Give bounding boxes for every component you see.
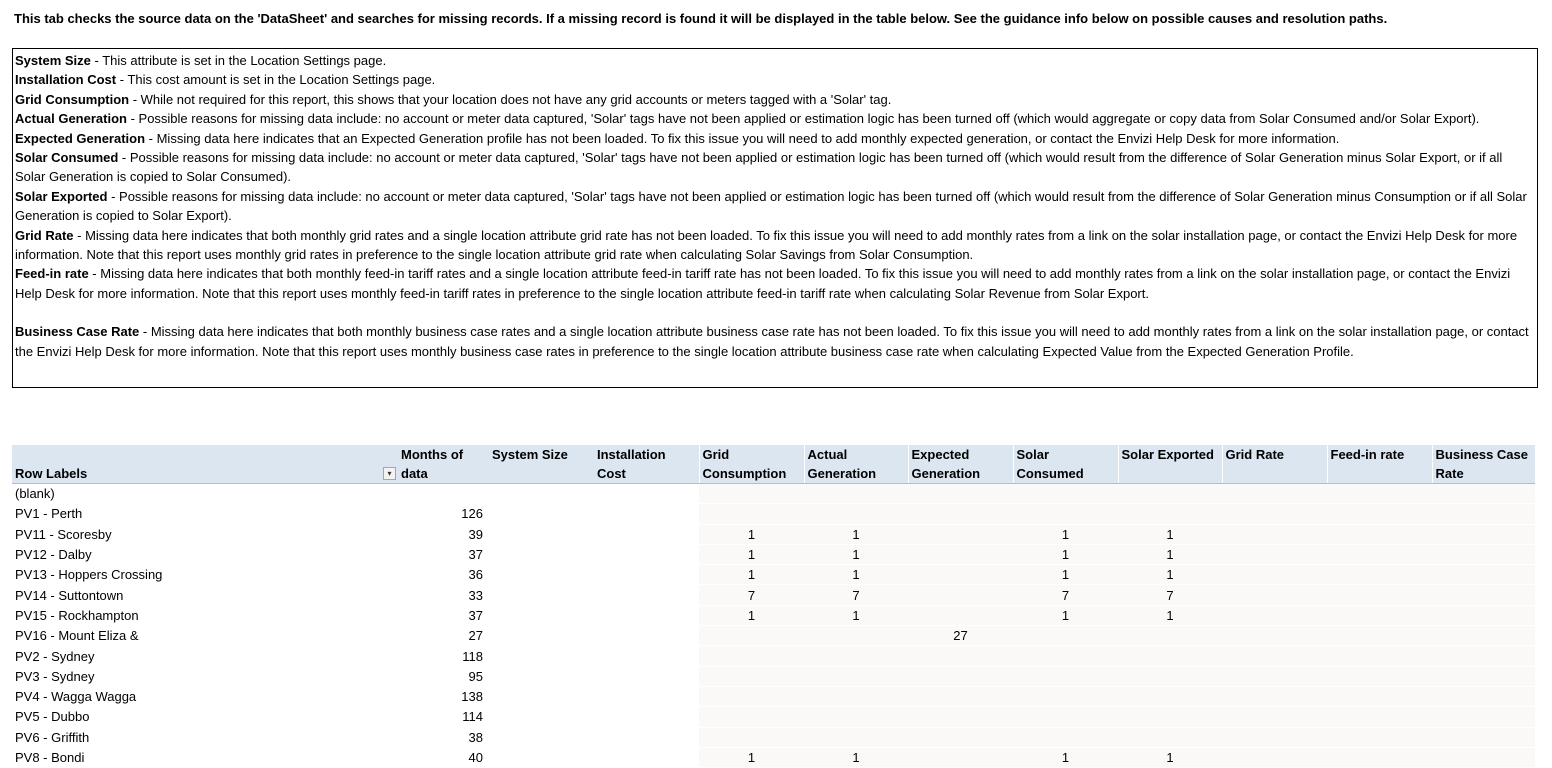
expected-generation-cell (908, 747, 1013, 767)
row-label: PV15 - Rockhampton (12, 605, 398, 625)
guidance-box (12, 48, 1538, 388)
expected-generation-cell (908, 585, 1013, 605)
feed-in-rate-cell (1327, 585, 1432, 605)
pivot-header-row (12, 445, 1535, 484)
table-row (12, 605, 1535, 625)
table-row (12, 686, 1535, 706)
grid-rate-cell (1222, 524, 1327, 544)
guidance-term: Expected Generation (15, 130, 146, 146)
business-case-rate-cell (1432, 504, 1535, 524)
expected-generation-cell (908, 484, 1013, 504)
solar-consumed-cell (1013, 484, 1118, 504)
grid-consumption-cell: 1 (699, 747, 804, 767)
solar-exported-cell (1118, 484, 1222, 504)
business-case-rate-cell (1432, 707, 1535, 727)
expected-generation-cell (908, 504, 1013, 524)
header-months: Months of data (398, 445, 489, 484)
months-cell: 118 (398, 646, 489, 666)
row-label: PV16 - Mount Eliza & (12, 626, 398, 646)
row-label: PV5 - Dubbo (12, 707, 398, 727)
row-label: PV3 - Sydney (12, 666, 398, 686)
months-cell: 36 (398, 565, 489, 585)
row-label: (blank) (12, 484, 398, 504)
header-system-size: System Size (489, 445, 594, 484)
installation-cost-cell (594, 646, 699, 666)
table-row (12, 565, 1535, 585)
grid-rate-cell (1222, 565, 1327, 585)
grid-rate-cell (1222, 727, 1327, 747)
table-row (12, 707, 1535, 727)
guidance-term: Solar Consumed (15, 150, 119, 166)
solar-consumed-cell: 1 (1013, 524, 1118, 544)
grid-rate-cell (1222, 747, 1327, 767)
guidance-term: System Size (15, 53, 91, 68)
table-row (12, 666, 1535, 686)
feed-in-rate-cell (1327, 686, 1432, 706)
header-solar-exported: Solar Exported (1118, 445, 1222, 484)
guidance-text: - Missing data here indicates that both monthly business case rates and a single location attribute business case rate has not been loaded. To fix this issue you will need to add monthly rates from a link on the solar installation page, or contact the Envizi Help Desk for more information. Note that this report uses monthly business case rates in preference to the single location attribute business case rate when calculating Expected Value from the Expected Generation Profile. (15, 324, 1529, 359)
months-cell: 38 (398, 727, 489, 747)
guidance-item (15, 187, 1535, 226)
system-size-cell (489, 646, 594, 666)
guidance-text: - Missing data here indicates that an Expected Generation profile has not been loaded. To fix this issue you will need to add monthly expected generation, or contact the Envizi Help Desk for more information. (145, 130, 1340, 146)
feed-in-rate-cell (1327, 666, 1432, 686)
solar-consumed-cell (1013, 504, 1118, 524)
row-label: PV6 - Griffith (12, 727, 398, 747)
installation-cost-cell (594, 565, 699, 585)
table-row (12, 504, 1535, 524)
solar-exported-cell (1118, 727, 1222, 747)
grid-consumption-cell (699, 504, 804, 524)
grid-consumption-cell: 1 (699, 524, 804, 544)
header-grid-rate: Grid Rate (1222, 445, 1327, 484)
actual-generation-cell (804, 727, 908, 747)
row-label: PV12 - Dalby (12, 544, 398, 564)
feed-in-rate-cell (1327, 484, 1432, 504)
guidance-term: Solar Exported (15, 188, 108, 204)
header-feed-in-rate: Feed-in rate (1327, 445, 1432, 484)
solar-consumed-cell: 1 (1013, 605, 1118, 625)
solar-consumed-cell (1013, 686, 1118, 706)
months-cell: 95 (398, 666, 489, 686)
guidance-item (15, 51, 1535, 70)
guidance-item (15, 129, 1535, 148)
guidance-term: Actual Generation (15, 111, 127, 127)
grid-rate-cell (1222, 646, 1327, 666)
expected-generation-cell: 27 (908, 626, 1013, 646)
months-cell: 37 (398, 544, 489, 564)
system-size-cell (489, 585, 594, 605)
table-row (12, 585, 1535, 605)
actual-generation-cell: 7 (804, 585, 908, 605)
months-cell: 39 (398, 524, 489, 544)
row-label: PV2 - Sydney (12, 646, 398, 666)
guidance-item (15, 109, 1535, 128)
actual-generation-cell: 1 (804, 565, 908, 585)
feed-in-rate-cell (1327, 544, 1432, 564)
installation-cost-cell (594, 626, 699, 646)
guidance-text: - Possible reasons for missing data include: no account or meter data captured, 'Solar' tags have not been applied or estimation logic has been turned off (which would result from the difference of Solar Generation minus Consumption or if all Solar Generation is copied to Solar Export). (15, 188, 1527, 224)
feed-in-rate-cell (1327, 727, 1432, 747)
guidance-text: - This attribute is set in the Location Settings page. (90, 53, 387, 68)
guidance-text: - Possible reasons for missing data include: no account or meter data captured, 'Solar' tags have not been applied or estimation logic has been turned off (which would result from the difference of Solar Generation minus Solar Export, or if all Solar Generation is copied to Solar Consumed). (15, 150, 1503, 185)
system-size-cell (489, 626, 594, 646)
guidance-text: - Missing data here indicates that both monthly feed-in tariff rates and a single location attribute feed-in tariff rate has not been loaded. To fix this issue you will need to add monthly rates from a link on the solar installation page, or contact the Envizi Help Desk for more information. Note that this report uses monthly feed-in tariff rates in preference to the single location attribute feed-in tariff rate when calculating Solar Revenue from Solar Export. (15, 266, 1511, 301)
grid-rate-cell (1222, 504, 1327, 524)
expected-generation-cell (908, 524, 1013, 544)
months-cell: 114 (398, 707, 489, 727)
row-label: PV8 - Bondi (12, 747, 398, 767)
solar-consumed-cell (1013, 727, 1118, 747)
feed-in-rate-cell (1327, 747, 1432, 767)
system-size-cell (489, 666, 594, 686)
solar-consumed-cell (1013, 666, 1118, 686)
actual-generation-cell: 1 (804, 747, 908, 767)
installation-cost-cell (594, 484, 699, 504)
row-label: PV14 - Suttontown (12, 585, 398, 605)
solar-consumed-cell (1013, 707, 1118, 727)
solar-consumed-cell (1013, 626, 1118, 646)
installation-cost-cell (594, 524, 699, 544)
system-size-cell (489, 707, 594, 727)
header-business-case-rate: Business Case Rate (1432, 445, 1535, 484)
solar-exported-cell (1118, 707, 1222, 727)
installation-cost-cell (594, 605, 699, 625)
months-cell (398, 484, 489, 504)
grid-consumption-cell: 1 (699, 565, 804, 585)
guidance-term: Grid Rate (15, 227, 74, 243)
system-size-cell (489, 544, 594, 564)
grid-consumption-cell (699, 484, 804, 504)
guidance-term: Installation Cost (15, 72, 117, 88)
solar-exported-cell (1118, 504, 1222, 524)
solar-exported-cell (1118, 626, 1222, 646)
solar-exported-cell: 1 (1118, 544, 1222, 564)
installation-cost-cell (594, 585, 699, 605)
expected-generation-cell (908, 646, 1013, 666)
expected-generation-cell (908, 727, 1013, 747)
actual-generation-cell: 1 (804, 544, 908, 564)
grid-rate-cell (1222, 686, 1327, 706)
grid-consumption-cell: 7 (699, 585, 804, 605)
actual-generation-cell (804, 646, 908, 666)
grid-consumption-cell (699, 686, 804, 706)
table-row (12, 544, 1535, 564)
solar-consumed-cell: 1 (1013, 544, 1118, 564)
expected-generation-cell (908, 707, 1013, 727)
solar-consumed-cell: 1 (1013, 565, 1118, 585)
expected-generation-cell (908, 544, 1013, 564)
filter-dropdown-icon[interactable]: ▾ (383, 467, 396, 480)
guidance-text: - Missing data here indicates that both monthly grid rates and a single location attribute grid rate has not been loaded. To fix this issue you will need to add monthly rates from a link on the solar installation page, or contact the Envizi Help Desk for more information. Note that this report uses monthly grid rates in preference to the single location attribute grid rate when calculating Solar Savings from Solar Consumption. (15, 227, 1518, 263)
expected-generation-cell (908, 686, 1013, 706)
system-size-cell (489, 727, 594, 747)
row-label: PV11 - Scoresby (12, 524, 398, 544)
months-cell: 40 (398, 747, 489, 767)
row-label: PV4 - Wagga Wagga (12, 686, 398, 706)
intro-text: This tab checks the source data on the 'DataSheet' and searches for missing records. If a missing record is found it will be displayed in the table below. See the guidance info below on possible causes and resolution paths. (14, 11, 1388, 26)
grid-consumption-cell (699, 707, 804, 727)
feed-in-rate-cell (1327, 626, 1432, 646)
header-grid-consumption: Grid Consumption (699, 445, 804, 484)
business-case-rate-cell (1432, 544, 1535, 564)
business-case-rate-cell (1432, 605, 1535, 625)
months-cell: 126 (398, 504, 489, 524)
feed-in-rate-cell (1327, 707, 1432, 727)
system-size-cell (489, 747, 594, 767)
system-size-cell (489, 565, 594, 585)
header-row-labels: Row Labels ▾ (12, 445, 398, 484)
installation-cost-cell (594, 504, 699, 524)
business-case-rate-cell (1432, 585, 1535, 605)
grid-rate-cell (1222, 707, 1327, 727)
table-row (12, 626, 1535, 646)
business-case-rate-cell (1432, 646, 1535, 666)
solar-exported-cell (1118, 686, 1222, 706)
actual-generation-cell: 1 (804, 524, 908, 544)
grid-consumption-cell: 1 (699, 544, 804, 564)
feed-in-rate-cell (1327, 605, 1432, 625)
grid-consumption-cell (699, 646, 804, 666)
pivot-table (12, 445, 1535, 768)
feed-in-rate-cell (1327, 565, 1432, 585)
business-case-rate-cell (1432, 484, 1535, 504)
solar-exported-cell: 1 (1118, 565, 1222, 585)
actual-generation-cell (804, 707, 908, 727)
grid-consumption-cell (699, 666, 804, 686)
solar-consumed-cell: 7 (1013, 585, 1118, 605)
guidance-item (15, 70, 1535, 89)
months-cell: 37 (398, 605, 489, 625)
grid-consumption-cell: 1 (699, 605, 804, 625)
table-row (12, 727, 1535, 747)
guidance-item (15, 322, 1535, 361)
business-case-rate-cell (1432, 747, 1535, 767)
solar-exported-cell (1118, 646, 1222, 666)
guidance-item (15, 226, 1535, 265)
solar-exported-cell: 7 (1118, 585, 1222, 605)
solar-exported-cell (1118, 666, 1222, 686)
actual-generation-cell (804, 484, 908, 504)
grid-rate-cell (1222, 544, 1327, 564)
actual-generation-cell (804, 504, 908, 524)
installation-cost-cell (594, 686, 699, 706)
installation-cost-cell (594, 544, 699, 564)
business-case-rate-cell (1432, 666, 1535, 686)
table-row (12, 747, 1535, 767)
guidance-text: - While not required for this report, this shows that your location does not have any grid accounts or meters tagged with a 'Solar' tag. (129, 91, 892, 107)
row-label: PV1 - Perth (12, 504, 398, 524)
expected-generation-cell (908, 666, 1013, 686)
business-case-rate-cell (1432, 524, 1535, 544)
grid-rate-cell (1222, 666, 1327, 686)
grid-rate-cell (1222, 585, 1327, 605)
guidance-term: Grid Consumption (15, 91, 130, 107)
system-size-cell (489, 484, 594, 504)
table-row (12, 524, 1535, 544)
solar-exported-cell: 1 (1118, 605, 1222, 625)
guidance-text: - Possible reasons for missing data include: no account or meter data captured, 'Solar' tags have not been applied or estimation logic has been turned off (which would aggregate or copy data from Solar Consumed and/or Solar Export). (126, 111, 1480, 127)
months-cell: 138 (398, 686, 489, 706)
expected-generation-cell (908, 605, 1013, 625)
guidance-item (15, 148, 1535, 187)
solar-exported-cell: 1 (1118, 524, 1222, 544)
guidance-term: Business Case Rate (15, 324, 140, 340)
grid-rate-cell (1222, 626, 1327, 646)
business-case-rate-cell (1432, 626, 1535, 646)
business-case-rate-cell (1432, 565, 1535, 585)
system-size-cell (489, 686, 594, 706)
solar-exported-cell: 1 (1118, 747, 1222, 767)
header-expected-generation: Expected Generation (908, 445, 1013, 484)
header-actual-generation: Actual Generation (804, 445, 908, 484)
feed-in-rate-cell (1327, 524, 1432, 544)
installation-cost-cell (594, 747, 699, 767)
grid-consumption-cell (699, 727, 804, 747)
installation-cost-cell (594, 727, 699, 747)
months-cell: 27 (398, 626, 489, 646)
table-row (12, 484, 1535, 504)
expected-generation-cell (908, 565, 1013, 585)
business-case-rate-cell (1432, 686, 1535, 706)
guidance-term: Feed-in rate (15, 266, 89, 282)
guidance-item (15, 264, 1535, 303)
feed-in-rate-cell (1327, 646, 1432, 666)
system-size-cell (489, 605, 594, 625)
actual-generation-cell (804, 626, 908, 646)
system-size-cell (489, 524, 594, 544)
grid-consumption-cell (699, 626, 804, 646)
solar-consumed-cell (1013, 646, 1118, 666)
months-cell: 33 (398, 585, 489, 605)
table-row (12, 646, 1535, 666)
header-installation-cost: Installation Cost (594, 445, 699, 484)
header-solar-consumed: Solar Consumed (1013, 445, 1118, 484)
grid-rate-cell (1222, 605, 1327, 625)
business-case-rate-cell (1432, 727, 1535, 747)
installation-cost-cell (594, 666, 699, 686)
row-label: PV13 - Hoppers Crossing (12, 565, 398, 585)
actual-generation-cell: 1 (804, 605, 908, 625)
feed-in-rate-cell (1327, 504, 1432, 524)
system-size-cell (489, 504, 594, 524)
actual-generation-cell (804, 666, 908, 686)
solar-consumed-cell: 1 (1013, 747, 1118, 767)
actual-generation-cell (804, 686, 908, 706)
grid-rate-cell (1222, 484, 1327, 504)
installation-cost-cell (594, 707, 699, 727)
guidance-item (15, 90, 1535, 109)
guidance-text: - This cost amount is set in the Location Settings page. (116, 72, 436, 88)
